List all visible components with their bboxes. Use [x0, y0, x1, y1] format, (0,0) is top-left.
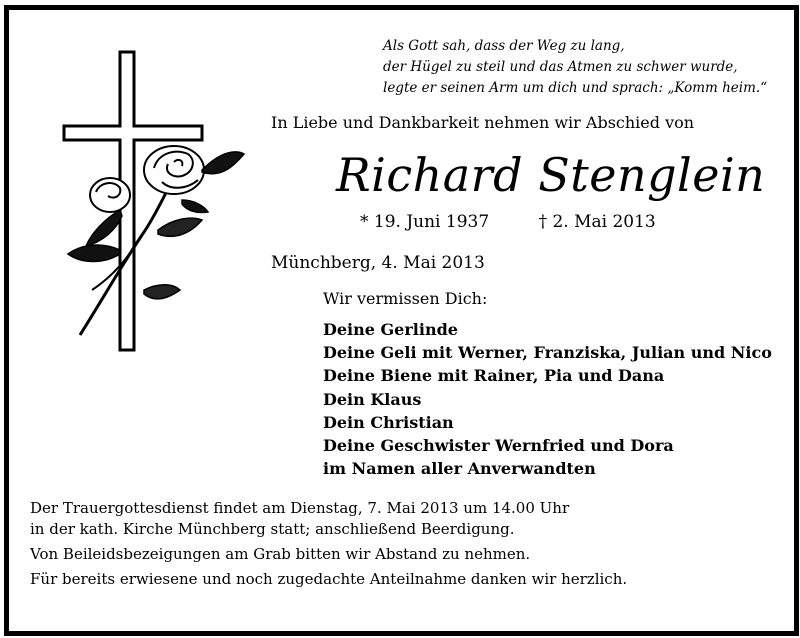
condolence-note: Von Beileidsbezeigungen am Grab bitten wir Abstand zu nehmen.: [30, 545, 531, 563]
service-line: Der Trauergottesdienst findet am Dienstag, 7. Mai 2013 um 14.00 Uhr: [30, 499, 570, 517]
cross-with-rose-icon: [62, 50, 252, 360]
poem-line: legte er seinen Arm um dich und sprach: „Komm heim.“: [383, 80, 768, 96]
poem-line: Als Gott sah, dass der Weg zu lang,: [383, 38, 625, 54]
poem: [383, 36, 783, 99]
deceased-name: Richard Stenglein: [336, 148, 766, 202]
poem-line: der Hügel zu steil und das Atmen zu schwer wurde,: [383, 59, 738, 75]
thanks-note: Für bereits erwiesene und noch zugedachte Anteilnahme danken wir herzlich.: [30, 570, 628, 588]
mourner-line: Deine Gerlinde: [323, 320, 458, 339]
miss-line: Wir vermissen Dich:: [323, 289, 488, 308]
mourners-list: [323, 318, 772, 480]
mourner-line: Dein Christian: [323, 412, 454, 432]
life-dates: [360, 212, 656, 232]
intro-text: In Liebe und Dankbarkeit nehmen wir Abschied von: [271, 113, 695, 132]
birth-date: * 19. Juni 1937: [360, 212, 490, 232]
mourner-line: im Namen aller Anverwandten: [323, 459, 596, 479]
mourner-line: Deine Biene mit Rainer, Pia und Dana: [323, 366, 665, 386]
mourner-line: Deine Geli mit Werner, Franziska, Julian und Nico: [323, 343, 772, 363]
service-line: in der kath. Kirche Münchberg statt; anschließend Beerdigung.: [30, 520, 515, 538]
mourner-line: Deine Geschwister Wernfried und Dora: [323, 436, 674, 456]
place-and-date: Münchberg, 4. Mai 2013: [271, 253, 485, 273]
mourner-line: Dein Klaus: [323, 389, 422, 409]
death-date: † 2. Mai 2013: [538, 212, 656, 232]
service-info: [30, 498, 627, 590]
